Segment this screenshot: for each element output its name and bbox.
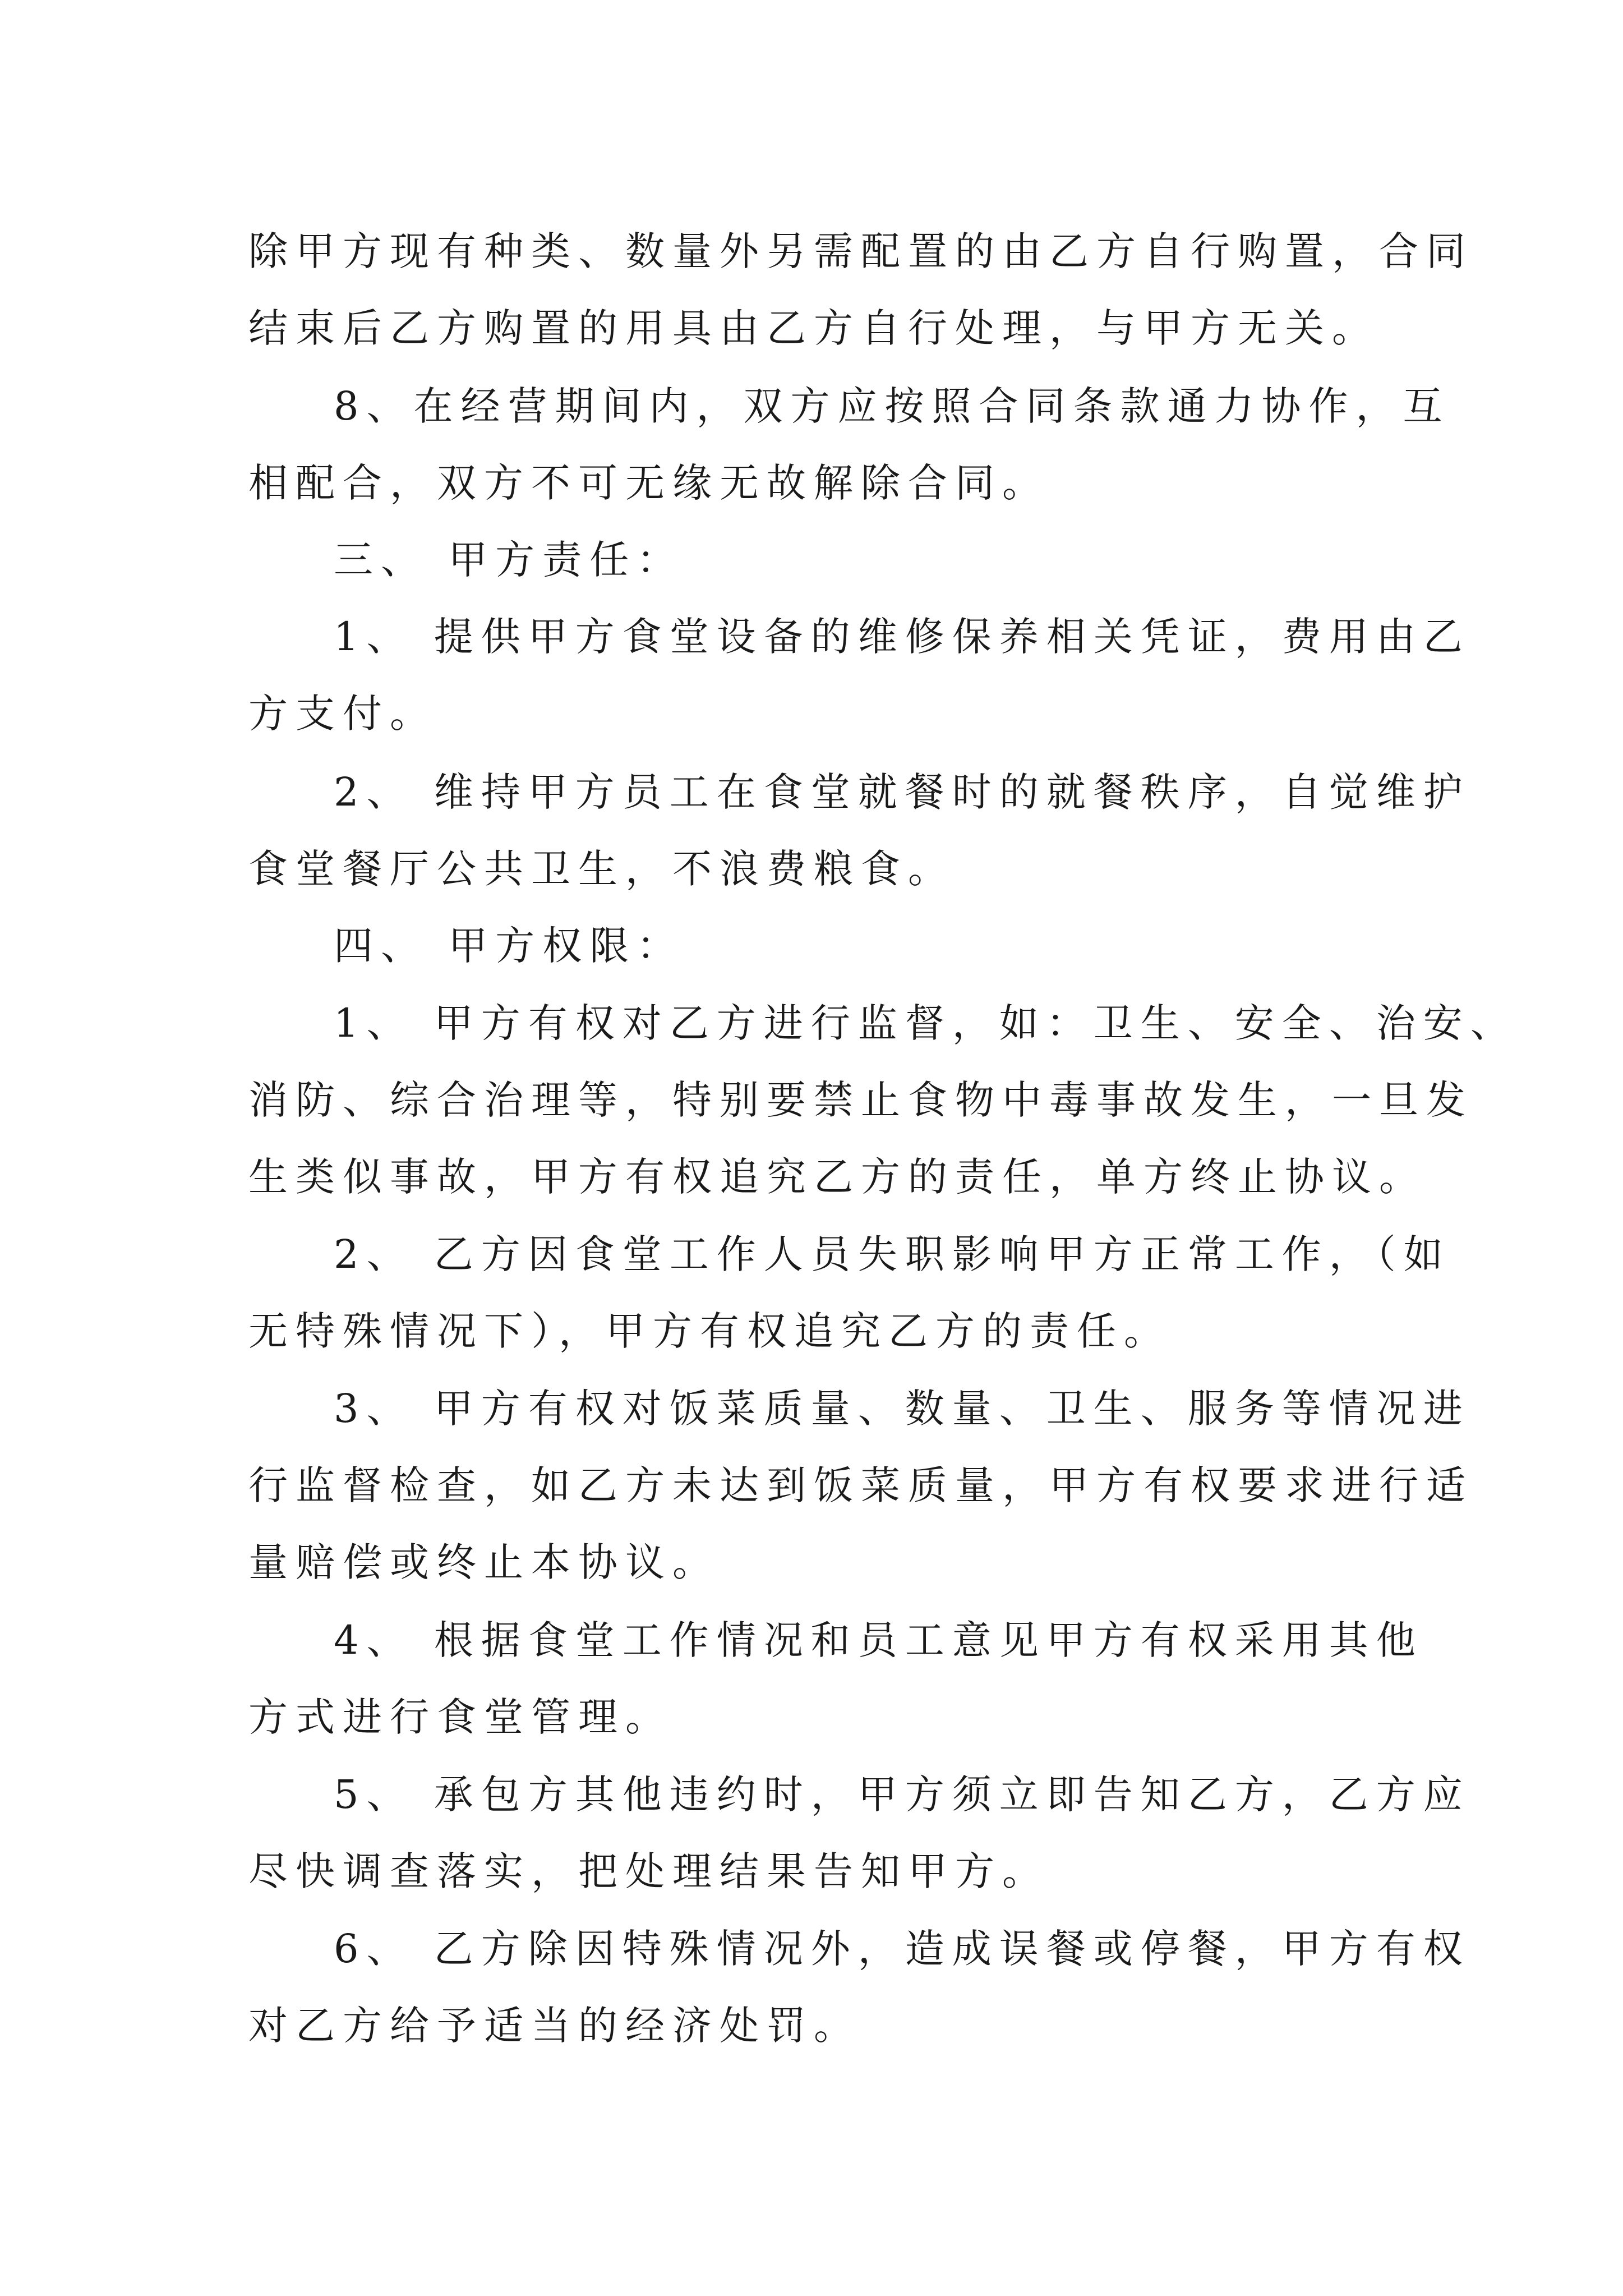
text-line: 食堂餐厅公共卫生，不浪费粮食。 [248, 846, 955, 892]
text-line: 4、 根据食堂工作情况和员工意见甲方有权采用其他 [334, 1617, 1423, 1663]
text-line: 2、 维持甲方员工在食堂就餐时的就餐秩序，自觉维护 [334, 769, 1470, 815]
text-line: 方支付。 [248, 691, 437, 737]
text-line: 6、 乙方除因特殊情况外，造成误餐或停餐，甲方有权 [334, 1926, 1470, 1972]
text-line: 3、 甲方有权对饭菜质量、数量、卫生、服务等情况进 [334, 1386, 1470, 1432]
text-line: 行监督检查，如乙方未达到饭菜质量，甲方有权要求进行适 [248, 1462, 1473, 1508]
section-heading: 四、 甲方权限： [334, 923, 684, 969]
text-line: 8、在经营期间内，双方应按照合同条款通力协作，互 [334, 383, 1450, 429]
text-line: 无特殊情况下），甲方有权追究乙方的责任。 [248, 1308, 1171, 1354]
text-line: 尽快调查落实，把处理结果告知甲方。 [248, 1848, 1049, 1894]
text-line: 量赔偿或终止本协议。 [248, 1539, 720, 1585]
text-line: 2、 乙方因食堂工作人员失职影响甲方正常工作，（如 [334, 1231, 1451, 1277]
text-line: 1、 提供甲方食堂设备的维修保养相关凭证，费用由乙 [334, 614, 1470, 660]
text-line: 除甲方现有种类、数量外另需配置的由乙方自行购置，合同 [248, 228, 1473, 274]
text-line: 对乙方给予适当的经济处罚。 [248, 2003, 861, 2049]
text-line: 生类似事故，甲方有权追究乙方的责任，单方终止协议。 [248, 1154, 1426, 1200]
text-line: 方式进行食堂管理。 [248, 1694, 672, 1740]
text-line: 1、 甲方有权对乙方进行监督，如：卫生、安全、治安、 [334, 1000, 1518, 1046]
text-line: 相配合，双方不可无缘无故解除合同。 [248, 460, 1049, 506]
text-line: 5、 承包方其他违约时，甲方须立即告知乙方，乙方应 [334, 1772, 1470, 1818]
text-line: 结束后乙方购置的用具由乙方自行处理，与甲方无关。 [248, 305, 1379, 351]
text-line: 消防、综合治理等，特别要禁止食物中毒事故发生，一旦发 [248, 1077, 1473, 1123]
section-heading: 三、 甲方责任： [334, 537, 684, 583]
